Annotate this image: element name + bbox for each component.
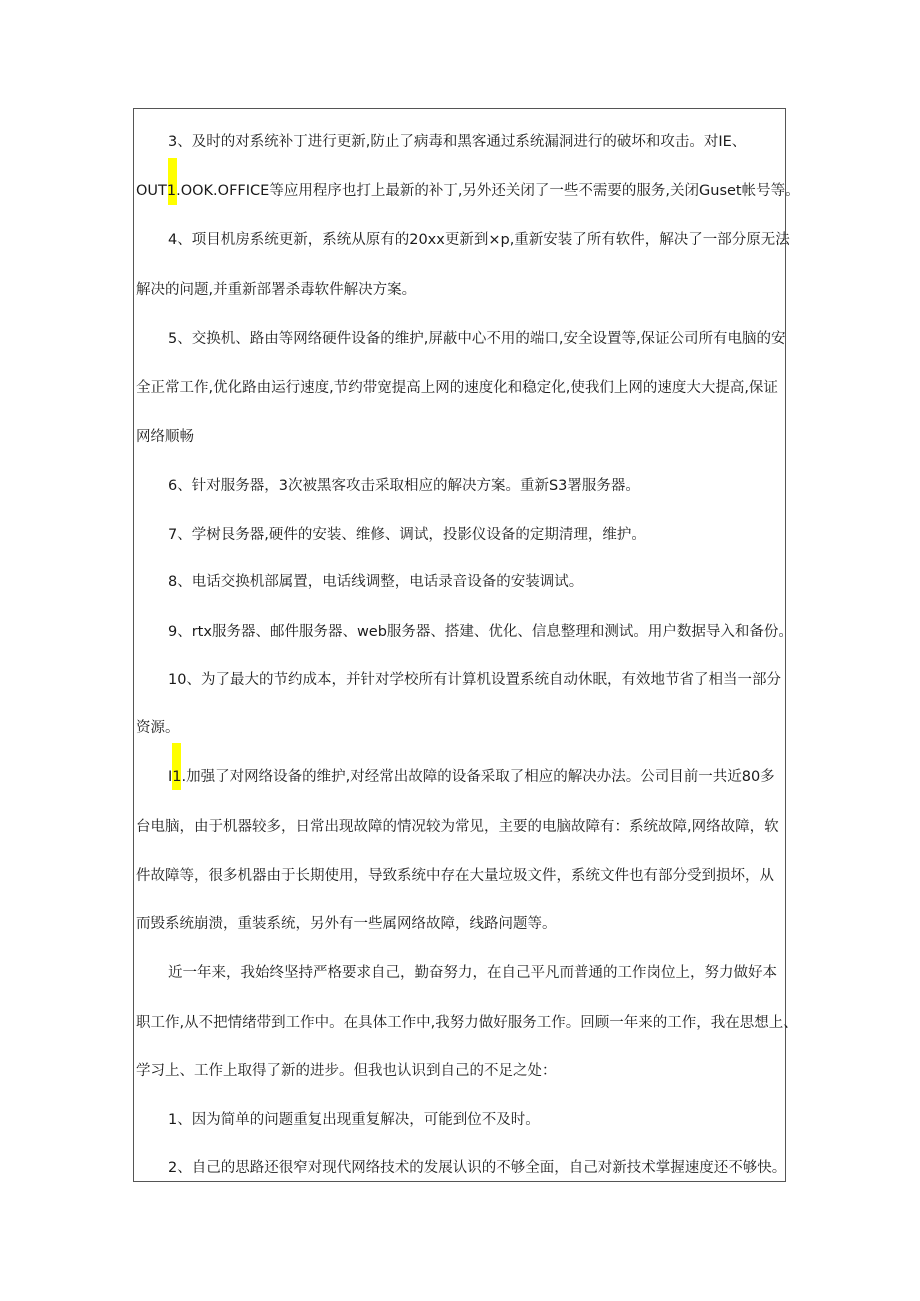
paragraph-line: 网络顺畅 (136, 429, 194, 445)
paragraph-line: 近一年来，我始终坚持严格要求自己，勤奋努力，在自己平凡而普通的工作岗位上，努力做好本 (168, 965, 777, 981)
paragraph-line: 1、因为简单的问题重复出现重复解决，可能到位不及时。 (168, 1112, 540, 1128)
paragraph-line: 资源。 (136, 720, 180, 736)
paragraph-line: 4、项目机房系统更新，系统从原有的20xx更新到×p,重新安装了所有软件，解决了一部分原无法 (168, 232, 790, 248)
paragraph-line: 台电脑，由于机器较多，日常出现故障的情况较为常见，主要的电脑故障有：系统故障,网络故障，软 (136, 819, 779, 835)
paragraph-line: 2、自己的思路还很窄对现代网络技术的发展认识的不够全面，自己对新技术掌握速度还不够快。 (168, 1160, 787, 1176)
paragraph-line: 10、为了最大的节约成本，并针对学校所有计算机设置系统自动休眠，有效地节省了相当一部分 (168, 672, 781, 688)
paragraph-line: 解决的问题,并重新部署杀毒软件解决方案。 (136, 282, 417, 298)
paragraph-line: 件故障等，很多机器由于长期使用，导致系统中存在大量垃圾文件，系统文件也有部分受到损坏，从 (136, 868, 774, 884)
paragraph-line: 全正常工作,优化路由运行速度,节约带宽提高上网的速度化和稳定化,使我们上网的速度大大提高,保证 (136, 380, 778, 396)
paragraph-line: I1.加强了对网络设备的维护,对经常出故障的设备采取了相应的解决办法。公司目前一共近80多 (168, 769, 775, 785)
paragraph-line: 学习上、工作上取得了新的进步。但我也认识到自己的不足之处： (136, 1063, 557, 1079)
paragraph-line: 8、电话交换机部属置，电话线调整，电话录音设备的安装调试。 (168, 574, 584, 590)
paragraph-line: 6、针对服务器，3次被黑客攻击采取相应的解决方案。重新S3署服务器。 (168, 478, 640, 494)
paragraph-line: 5、交换机、路由等网络硬件设备的维护,屏蔽中心不用的端口,安全设置等,保证公司所有电脑的安 (168, 331, 786, 347)
paragraph-line: 而毁系统崩溃，重装系统，另外有一些属网络故障，线路问题等。 (136, 916, 557, 932)
paragraph-line: 3、及时的对系统补丁进行更新,防止了病毒和黑客通过系统漏洞进行的破坏和攻击。对IE、 (168, 134, 747, 150)
paragraph-line: 职工作,从不把情绪带到工作中。在具体工作中,我努力做好服务工作。回顾一年来的工作，我在思想上、 (136, 1015, 798, 1031)
paragraph-line: OUT1.OOK.OFFICE等应用程序也打上最新的补丁,另外还关闭了一些不需要的服务,关闭Guset帐号等。 (136, 183, 800, 199)
paragraph-line: 9、rtx服务器、邮件服务器、web服务器、搭建、优化、信息整理和测试。用户数据导入和备份。 (168, 624, 793, 640)
paragraph-line: 7、学树艮务器,硬件的安装、维修、调试，投影仪设备的定期清理，维护。 (168, 527, 646, 543)
